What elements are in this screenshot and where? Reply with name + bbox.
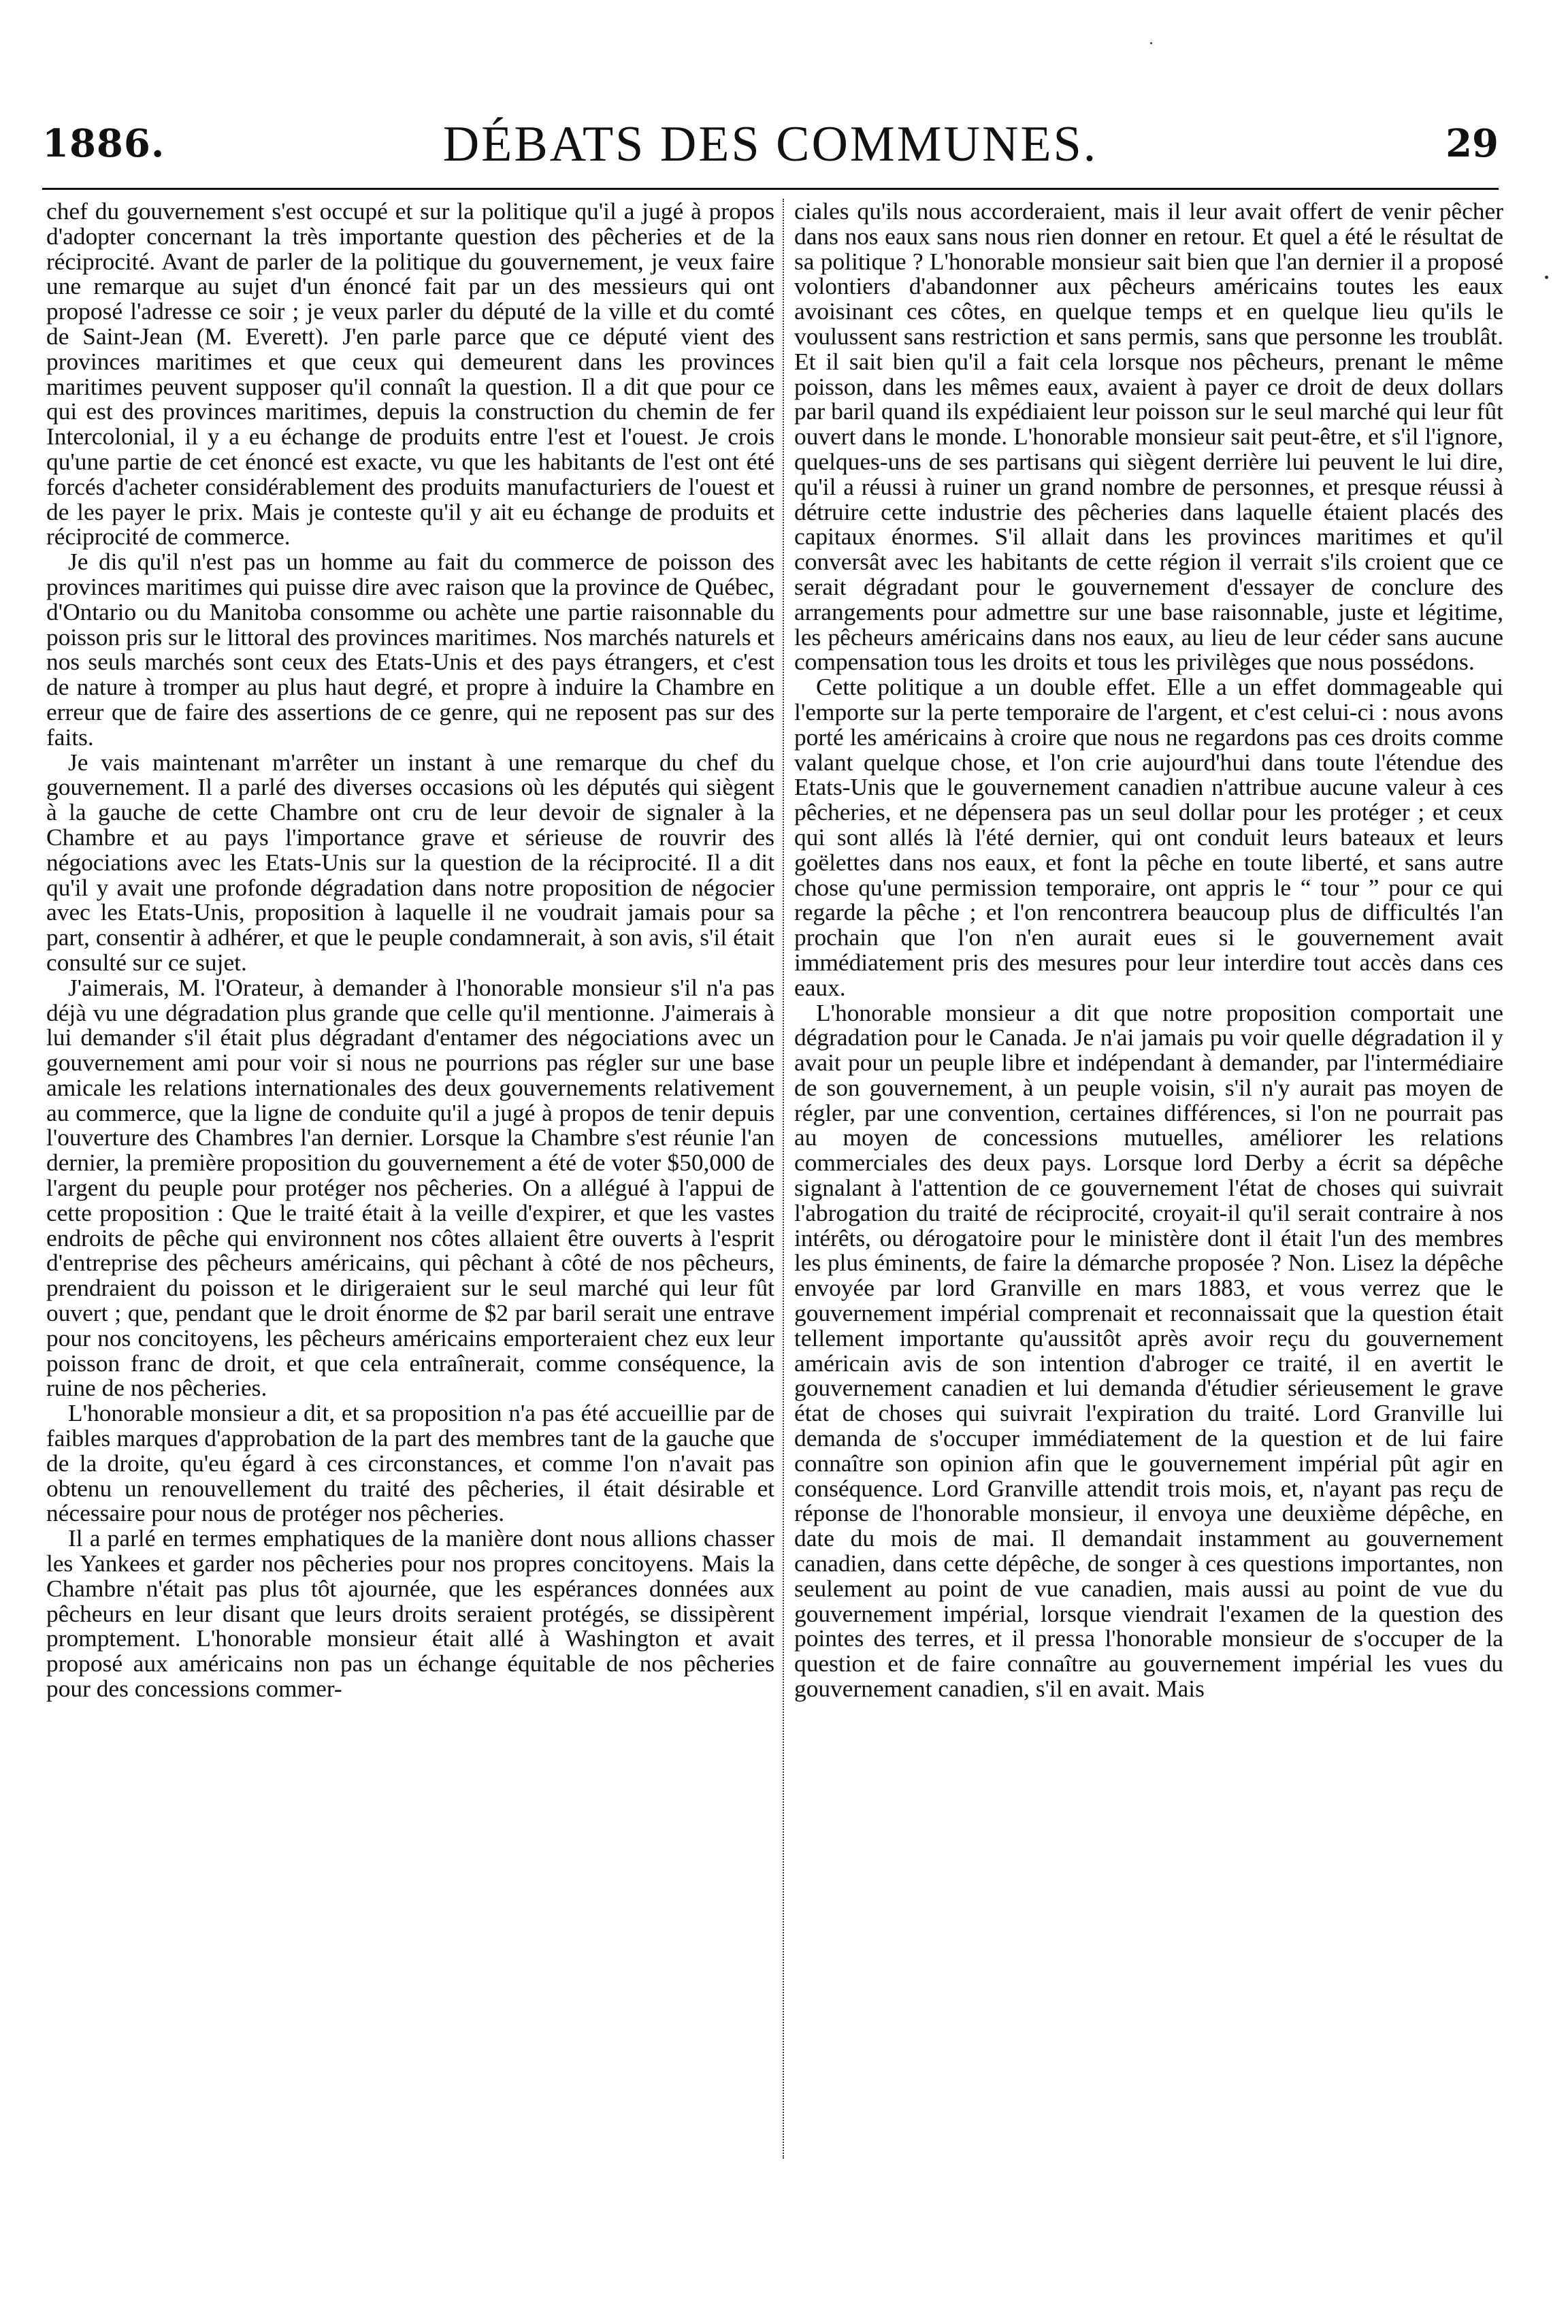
- header-year: 1886.: [42, 121, 165, 166]
- paragraph: Cette politique a un double effet. Elle a un effet dommageable qui l'emporte sur la perte temporaire de l'argent, et c'est celui-ci : nous avons porté les américains à croire que nous ne regardons pas ces droits comme valant quelque chose, et l'on crie aujourd'hui dans toute l'étendue des Etats-Unis que le gouvernement canadien n'attribue aucune valeur à ces pêcheries, et ne dépensera pas un seul dollar pour les protéger ; et ceux qui sont allés là l'été dernier, qui ont conduit leurs bateaux et leurs goëlettes dans nos eaux, et font la pêche en toute liberté, et sans autre chose qu'une permission temporaire, ont appris le “ tour ” pour ce qui regarde la pêche ; et l'on rencontrera beaucoup plus de difficultés l'an prochain que l'on n'en aurait eues si le gouvernement avait immédiatement pris des mesures pour leur interdire tout accès dans ces eaux.: [794, 673, 1503, 1001]
- header-title: DÉBATS DES COMMUNES.: [442, 116, 1098, 172]
- header-rule: [42, 188, 1499, 190]
- paragraph: Il a parlé en termes emphatiques de la manière dont nous allions chasser les Yankees et garder nos pêcheries pour nos propres concitoyens. Mais la Chambre n'était pas plus tôt ajournée, que les espérances données aux pêcheurs en leur disant que leurs droits seraient protégés, se dissipèrent promptement. L'honorable monsieur était allé à Washington et avait proposé aux américains non pas un échange équitable de nos pêcheries pour des concessions commer-: [46, 1524, 774, 1703]
- paragraph: chef du gouvernement s'est occupé et sur la politique qu'il a jugé à propos d'adopter concernant la très importante question des pêcheries et de la réciprocité. Avant de parler de la politique du gouvernement, je veux faire une remarque au sujet d'un énoncé fait par un des messieurs qui ont proposé l'adresse ce soir ; je veux parler du député de la ville et du comté de Saint-Jean (M. Everett). J'en parle parce que ce député vient des provinces maritimes et que ceux qui demeurent dans les provinces maritimes peuvent supposer qu'il connaît la question. Il a dit que pour ce qui est des provinces maritimes, depuis la construction du chemin de fer Intercolonial, il y a eu échange de produits entre l'est et l'ouest. Je crois qu'une partie de cet énoncé est exacte, vu que les habitants de l'est ont été forcés d'acheter considérablement des produits manufacturiers de l'ouest et de les payer le prix. Mais je conteste qu'il y ait eu échange de produits et réciprocité de commerce.: [46, 197, 774, 551]
- paragraph: Je dis qu'il n'est pas un homme au fait du commerce de poisson des provinces maritimes qui puisse dire avec raison que la province de Québec, d'Ontario ou du Manitoba consomme ou achète une partie raisonnable du poisson pris sur le littoral des provinces maritimes. Nos marchés naturels et nos seuls marchés sont ceux des Etats-Unis et des pays étrangers, et c'est de nature à tromper au plus haut degré, et propre à induire la Chambre en erreur que de faire des assertions de ce genre, qui ne reposent pas sur des faits.: [46, 548, 774, 751]
- paragraph: L'honorable monsieur a dit que notre proposition comportait une dégradation pour le Canada. Je n'ai jamais pu voir quelle dégradation il y avait pour un peuple libre et indépendant à demander, par l'intermédiaire de son gouvernement, à un peuple voisin, s'il n'y aurait pas moyen de régler, par une convention, certaines différences, si l'on ne pourrait pas au moyen de concessions mutuelles, améliorer les relations commerciales des deux pays. Lorsque lord Derby a écrit sa dépêche signalant à l'attention de ce gouvernement l'état de choses qui suivrait l'abrogation du traité de réciprocité, croyait-il qu'il serait contraire à nos intérêts, ou dérogatoire pour le ministère dont il était l'un des membres les plus éminents, de faire la démarche proposée ? Non. Lisez la dépêche envoyée par lord Granville en mars 1883, et vous verrez que le gouvernement impérial comprenait et reconnaissait que la question était tellement importante qu'aussitôt après avoir reçu du gouvernement américain avis de son intention d'abroger ce traité, il en avertit le gouvernement canadien et lui demanda d'étudier sérieusement le grave état de choses qui suivrait l'expiration du traité. Lord Granville lui demanda de s'occuper immédiatement de la question et de lui faire connaître son opinion afin que le gouvernement impérial pût agir en conséquence. Lord Granville attendit trois mois, et, n'ayant pas reçu de réponse de l'honorable monsieur, il envoya une deuxième dépêche, en date du mois de mai. Il demandait instamment au gouvernement canadien, dans cette dépêche, de songer à ces questions importantes, non seulement au point de vue canadien, mais aussi au point de vue du gouvernement impérial, lorsque viendrait l'examen de la question des pointes des terres, et il pressa l'honorable monsieur de s'occuper de la question et de faire connaître au gouvernement impérial les vues du gouvernement canadien, s'il en avait. Mais: [794, 998, 1503, 1703]
- page-header: [42, 116, 1499, 197]
- paragraph: J'aimerais, M. l'Orateur, à demander à l'honorable monsieur s'il n'a pas déjà vu une dégradation plus grande que celle qu'il mentionne. J'aimerais à lui demander s'il était plus dégradant d'entamer des négociations avec un gouvernement ami pour voir si nous ne pourrions pas régler sur une base amicale les relations internationales des deux gouvernements relativement au commerce, que la ligne de conduite qu'il a jugé à propos de tenir depuis l'ouverture des Chambres l'an dernier. Lorsque la Chambre s'est réunie l'an dernier, la première proposition du gouvernement a été de voter $50,000 de l'argent du peuple pour protéger nos pêcheries. On a allégué à l'appui de cette proposition : Que le traité était à la veille d'expirer, et que les vastes endroits de pêche qui environnent nos côtes allaient être ouverts à l'esprit d'entreprise des pêcheurs américains, qui pêchant à côté de nos pêcheurs, prendraient du poisson et le dirigeraient sur le seul marché qui leur fût ouvert ; que, pendant que le droit énorme de $2 par baril serait une entrave pour nos concitoyens, les pêcheurs américains emporteraient chez eux leur poisson franc de droit, et que cela entraînerait, comme conséquence, la ruine de nos pêcheries.: [46, 973, 774, 1402]
- left-column: [46, 199, 774, 1701]
- paragraph: L'honorable monsieur a dit, et sa proposition n'a pas été accueillie par de faibles marques d'approbation de la part des membres tant de la gauche que de la droite, qu'eu égard à ces circonstances, et comme l'on n'avait pas obtenu un renouvellement du traité des pêcheries, il était désirable et nécessaire pour nous de protéger nos pêcheries.: [46, 1399, 774, 1527]
- paragraph: ciales qu'ils nous accorderaient, mais il leur avait offert de venir pêcher dans nos eaux sans nous rien donner en retour. Et quel a été le résultat de sa politique ? L'honorable monsieur sait bien que l'an dernier il a proposé volontiers d'abandonner aux pêcheurs américains toutes les eaux avoisinant ces côtes, en quelque temps et en quelque lieu qu'ils le voulussent sans restriction et sans permis, sans que personne les troublât. Et il sait bien qu'il a fait cela lorsque nos pêcheurs, prenant le même poisson, dans les mêmes eaux, avaient à payer ce droit de deux dollars par baril quand ils expédiaient leur poisson sur le seul marché qui leur fût ouvert dans le monde. L'honorable monsieur sait peut-être, et s'il l'ignore, quelques-uns de ses partisans qui siègent derrière lui peuvent le lui dire, qu'il a réussi à ruiner un grand nombre de personnes, et presque réussi à détruire cette industrie des pêcheries dans laquelle étaient placés des capitaux énormes. S'il allait dans les provinces maritimes et qu'il conversât avec les habitants de cette région il verrait s'ils croient que ce serait dégradant pour le gouvernement d'essayer de conclure des arrangements pour admettre sur une base raisonnable, juste et légitime, les pêcheurs américains dans nos eaux, au lieu de leur céder sans aucune compensation tous les droits et tous les privilèges que nous possédons.: [794, 197, 1503, 676]
- right-column: [794, 199, 1503, 1701]
- header-page-number: 29: [1446, 121, 1499, 166]
- print-speck: [1150, 42, 1152, 44]
- print-speck: [1545, 276, 1548, 279]
- paragraph: Je vais maintenant m'arrêter un instant à une remarque du chef du gouvernement. Il a parlé des diverses occasions où les députés qui siègent à la gauche de cette Chambre ont cru de leur devoir de signaler à la Chambre et au pays l'importance grave et sérieuse de rouvrir des négociations avec les Etats-Unis sur la question de la réciprocité. Il a dit qu'il y avait une profonde dégradation dans notre proposition de négocier avec les Etats-Unis, proposition à laquelle il ne voudrait jamais pour sa part, consentir à adhérer, et que le peuple condamnerait, à son avis, s'il était consulté sur ce sujet.: [46, 748, 774, 976]
- column-divider: [783, 199, 785, 2159]
